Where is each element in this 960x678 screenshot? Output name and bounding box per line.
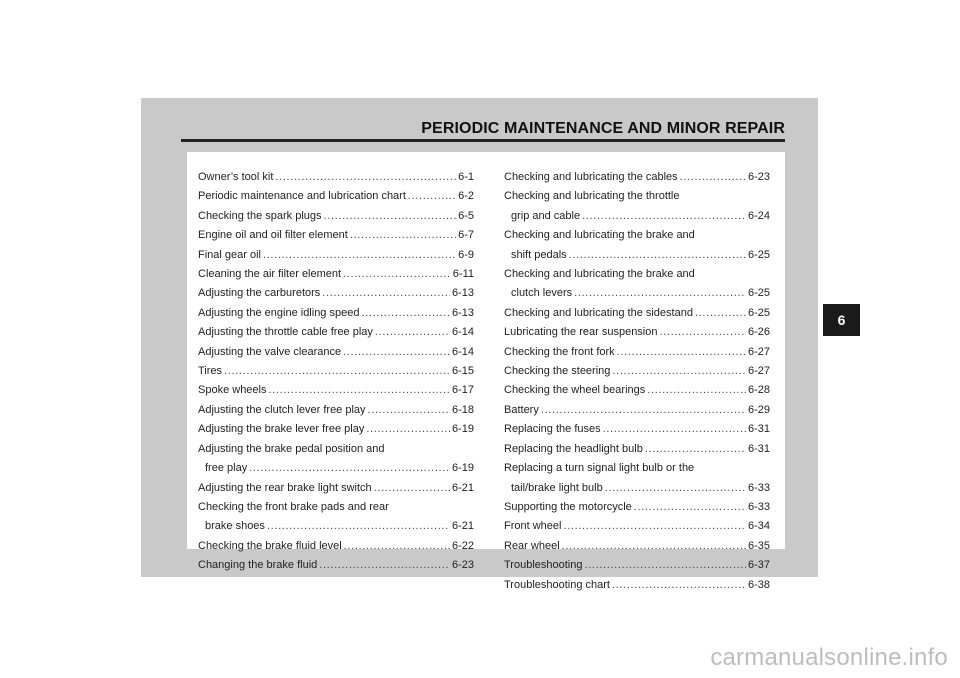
toc-entry[interactable] (504, 556, 770, 575)
toc-entry[interactable] (198, 265, 474, 284)
toc-entry-page: 6-13 (451, 287, 474, 300)
toc-entry-page: 6-19 (451, 423, 474, 436)
toc-entry[interactable] (504, 401, 770, 420)
toc-entry-page: 6-26 (747, 326, 770, 339)
toc-entry-page: 6-21 (451, 520, 474, 533)
toc-entry-page: 6-33 (747, 500, 770, 513)
toc-entry-page: 6-27 (747, 365, 770, 378)
toc-entry-label: Adjusting the engine idling speed (198, 306, 360, 319)
toc-entry-page: 6-31 (747, 442, 770, 455)
dot-leader (647, 381, 746, 400)
toc-entry[interactable] (198, 323, 474, 342)
toc-entry-label: shift pedals (511, 248, 567, 261)
dot-leader (612, 576, 746, 595)
dot-leader (374, 479, 450, 498)
toc-panel (187, 152, 785, 591)
toc-entry-label: Checking the brake fluid level (198, 539, 342, 552)
toc-entry-page: 6-27 (747, 345, 770, 358)
toc-entry-label: Rear wheel (504, 539, 560, 552)
dot-leader (269, 381, 450, 400)
toc-entry-label: Adjusting the throttle cable free play (198, 326, 373, 339)
toc-entry[interactable] (198, 479, 474, 498)
toc-entry-label: grip and cable (511, 209, 581, 222)
toc-entry-label: Checking and lubricating the brake and (504, 229, 695, 242)
toc-entry[interactable] (198, 168, 474, 187)
toc-entry-label: Supporting the motorcycle (504, 500, 632, 513)
toc-entry[interactable] (504, 265, 770, 304)
toc-entry[interactable] (198, 537, 474, 556)
toc-entry[interactable] (504, 381, 770, 400)
manual-page (141, 98, 818, 591)
toc-entry-label: Adjusting the brake lever free play (198, 423, 365, 436)
dot-leader (344, 537, 450, 556)
toc-entry-page: 6-23 (451, 559, 474, 572)
toc-entry-page: 6-38 (747, 578, 770, 591)
toc-entry[interactable] (198, 362, 474, 381)
toc-entry[interactable] (504, 459, 770, 498)
toc-entry[interactable] (504, 187, 770, 226)
dot-leader (680, 168, 746, 187)
toc-entry-page: 6-2 (458, 190, 474, 203)
toc-entry-label: tail/brake light bulb (511, 481, 603, 494)
toc-entry-label: Battery (504, 403, 539, 416)
toc-entry-page: 6-19 (451, 462, 474, 475)
toc-entry-page: 6-24 (747, 209, 770, 222)
dot-leader (605, 479, 746, 498)
dot-leader (408, 187, 456, 206)
toc-entry-label: Adjusting the rear brake light switch (198, 481, 372, 494)
toc-entry-page: 6-1 (458, 171, 474, 183)
toc-entry-label: Troubleshooting (504, 559, 583, 572)
toc-entry-label: Final gear oil (198, 248, 261, 261)
toc-entry[interactable] (504, 420, 770, 439)
dot-leader (541, 401, 746, 420)
toc-entry[interactable] (504, 576, 770, 595)
dot-leader (617, 343, 746, 362)
header-rule (181, 139, 785, 142)
toc-entry-label: Checking the wheel bearings (504, 384, 646, 397)
toc-entry[interactable] (504, 537, 770, 556)
toc-entry[interactable] (198, 187, 474, 206)
toc-entry-label: Checking the spark plugs (198, 209, 322, 222)
toc-entry-label: Adjusting the clutch lever free play (198, 403, 366, 416)
toc-entry-label: free play (205, 462, 248, 475)
dot-leader (263, 246, 456, 265)
dot-leader (574, 284, 746, 303)
toc-entry-page: 6-22 (451, 539, 474, 552)
toc-entry-page: 6-29 (747, 403, 770, 416)
toc-entry-label: Checking the front fork (504, 345, 615, 358)
toc-entry-label: Lubricating the rear suspension (504, 326, 658, 339)
dot-leader (584, 556, 745, 575)
dot-leader (612, 362, 746, 381)
toc-entry-label: Checking the steering (504, 365, 611, 378)
toc-entry[interactable] (198, 498, 474, 537)
toc-entry-label: Changing the brake fluid (198, 559, 318, 572)
toc-entry-page: 6-31 (747, 423, 770, 436)
toc-entry-label: brake shoes (205, 520, 265, 533)
dot-leader (319, 556, 450, 575)
dot-leader (582, 207, 746, 226)
toc-entry-label: clutch levers (511, 287, 573, 300)
toc-column-left (198, 168, 474, 576)
toc-entry-page: 6-25 (747, 287, 770, 300)
toc-entry[interactable] (504, 362, 770, 381)
toc-entry[interactable] (504, 304, 770, 323)
toc-entry[interactable] (504, 168, 770, 187)
dot-leader (563, 517, 745, 536)
toc-entry[interactable] (198, 381, 474, 400)
toc-entry-label: Checking and lubricating the cables (504, 171, 678, 183)
toc-entry-page: 6-11 (452, 268, 474, 281)
dot-leader (361, 304, 450, 323)
toc-entry-page: 6-18 (451, 403, 474, 416)
toc-entry-page: 6-25 (747, 306, 770, 319)
toc-entry[interactable] (198, 440, 474, 479)
toc-entry-page: 6-13 (451, 306, 474, 319)
dot-leader (634, 498, 746, 517)
toc-entry-page: 6-21 (451, 481, 474, 494)
toc-entry[interactable] (504, 343, 770, 362)
dot-leader (375, 323, 450, 342)
dot-leader (368, 401, 450, 420)
toc-entry[interactable] (198, 420, 474, 439)
toc-entry-label: Checking and lubricating the sidestand (504, 306, 693, 319)
page-title: PERIODIC MAINTENANCE AND MINOR REPAIR (421, 120, 785, 137)
toc-entry[interactable] (198, 304, 474, 323)
dot-leader (562, 537, 746, 556)
toc-entry-page: 6-7 (458, 229, 474, 242)
toc-entry-page: 6-14 (451, 345, 474, 358)
toc-entry-label: Front wheel (504, 520, 562, 533)
toc-entry-page: 6-34 (747, 520, 770, 533)
toc-entry-label: Troubleshooting chart (504, 578, 610, 591)
dot-leader (603, 420, 746, 439)
toc-entry-label: Checking and lubricating the throttle (504, 190, 680, 203)
dot-leader (249, 459, 450, 478)
toc-entry-label: Replacing the headlight bulb (504, 442, 643, 455)
toc-entry-label: Engine oil and oil filter element (198, 229, 348, 242)
toc-entry[interactable] (198, 284, 474, 303)
dot-leader (275, 168, 456, 187)
dot-leader (343, 343, 450, 362)
watermark-text[interactable]: carmanualsonline.info (710, 644, 948, 671)
toc-entry-label: Adjusting the carburetors (198, 287, 321, 300)
dot-leader (569, 246, 746, 265)
toc-entry[interactable] (504, 226, 770, 265)
toc-entry-label: Spoke wheels (198, 384, 267, 397)
toc-entry-label: Checking and lubricating the brake and (504, 268, 695, 281)
toc-column-right (504, 168, 770, 595)
toc-entry[interactable] (504, 323, 770, 342)
toc-entry-label: Adjusting the valve clearance (198, 345, 342, 358)
toc-entry-label: Tires (198, 365, 223, 378)
toc-entry[interactable] (198, 401, 474, 420)
dot-leader (695, 304, 746, 323)
toc-entry-label: Replacing the fuses (504, 423, 601, 436)
dot-leader (267, 517, 450, 536)
toc-entry-page: 6-15 (451, 365, 474, 378)
toc-entry[interactable] (198, 343, 474, 362)
chapter-tab[interactable]: 6 (823, 304, 860, 336)
toc-entry-label: Checking the front brake pads and rear (198, 500, 389, 513)
toc-entry[interactable] (198, 246, 474, 265)
dot-leader (645, 440, 746, 459)
toc-entry[interactable] (198, 226, 474, 245)
dot-leader (322, 284, 450, 303)
dot-leader (324, 207, 457, 226)
toc-entry-page: 6-25 (747, 248, 770, 261)
dot-leader (224, 362, 450, 381)
dot-leader (343, 265, 451, 284)
toc-entry[interactable] (198, 207, 474, 226)
toc-entry-page: 6-37 (747, 559, 770, 572)
dot-leader (350, 226, 456, 245)
toc-entry-page: 6-14 (451, 326, 474, 339)
toc-entry[interactable] (504, 498, 770, 517)
toc-entry-label: Adjusting the brake pedal position and (198, 442, 385, 455)
dot-leader (659, 323, 745, 342)
toc-entry-page: 6-5 (458, 209, 474, 222)
toc-entry-page: 6-17 (451, 384, 474, 397)
toc-entry-label: Replacing a turn signal light bulb or the (504, 462, 695, 475)
toc-entry[interactable] (198, 556, 474, 575)
toc-entry-page: 6-9 (458, 248, 474, 261)
toc-entry-page: 6-28 (747, 384, 770, 397)
toc-entry[interactable] (504, 440, 770, 459)
toc-entry-page: 6-33 (747, 481, 770, 494)
toc-entry-page: 6-23 (747, 171, 770, 183)
toc-entry-page: 6-35 (747, 539, 770, 552)
toc-entry-label: Periodic maintenance and lubrication chart (198, 190, 406, 203)
dot-leader (366, 420, 450, 439)
toc-entry-label: Owner’s tool kit (198, 171, 274, 183)
toc-entry[interactable] (504, 517, 770, 536)
toc-entry-label: Cleaning the air filter element (198, 268, 342, 281)
